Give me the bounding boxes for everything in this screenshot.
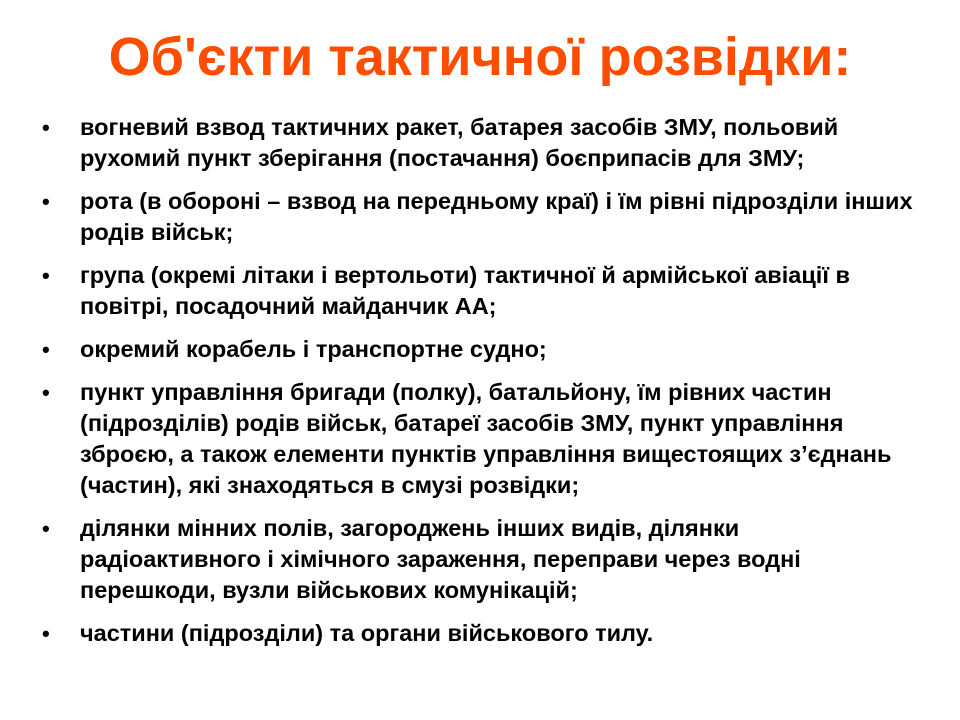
list-item: [42, 260, 922, 322]
list-item: [42, 377, 922, 501]
bullet-icon: •: [42, 516, 50, 541]
bullet-icon: •: [42, 189, 50, 214]
bullet-list: [42, 112, 922, 661]
list-item-text: рота (в обороні – взвод на передньому краї) і їм рівні підрозділи інших родів військ;: [80, 188, 913, 245]
list-item: [42, 186, 922, 248]
list-item: [42, 513, 922, 606]
list-item-text: окремий корабель і транспортне судно;: [80, 336, 547, 362]
list-item-text: пункт управління бригади (полку), батальйону, їм рівних частин (підрозділів) родів військ, батареї засобів ЗМУ, пункт управління зброєю, а також елементи пунктів управління вищестоящих з’єднань (частин), які знаходяться в смузі розвідки;: [80, 379, 892, 498]
bullet-icon: •: [42, 115, 50, 140]
bullet-icon: •: [42, 621, 50, 646]
list-item-text: група (окремі літаки і вертольоти) тактичної й армійської авіації в повітрі, посадочний майданчик АА;: [80, 262, 850, 319]
bullet-icon: •: [42, 380, 50, 405]
bullet-icon: •: [42, 337, 50, 362]
list-item: [42, 334, 922, 365]
slide-title: Об'єкти тактичної розвідки:: [108, 27, 852, 87]
list-item-text: вогневий взвод тактичних ракет, батарея засобів ЗМУ, польовий рухомий пункт зберігання (постачання) боєприпасів для ЗМУ;: [80, 114, 839, 171]
list-item-text: частини (підрозділи) та органи військового тилу.: [80, 620, 654, 646]
list-item: [42, 112, 922, 174]
list-item: [42, 618, 922, 649]
list-item-text: ділянки мінних полів, загороджень інших видів, ділянки радіоактивного і хімічного зараження, переправи через водні перешкоди, вузли військових комунікацій;: [80, 515, 801, 603]
bullet-icon: •: [42, 263, 50, 288]
